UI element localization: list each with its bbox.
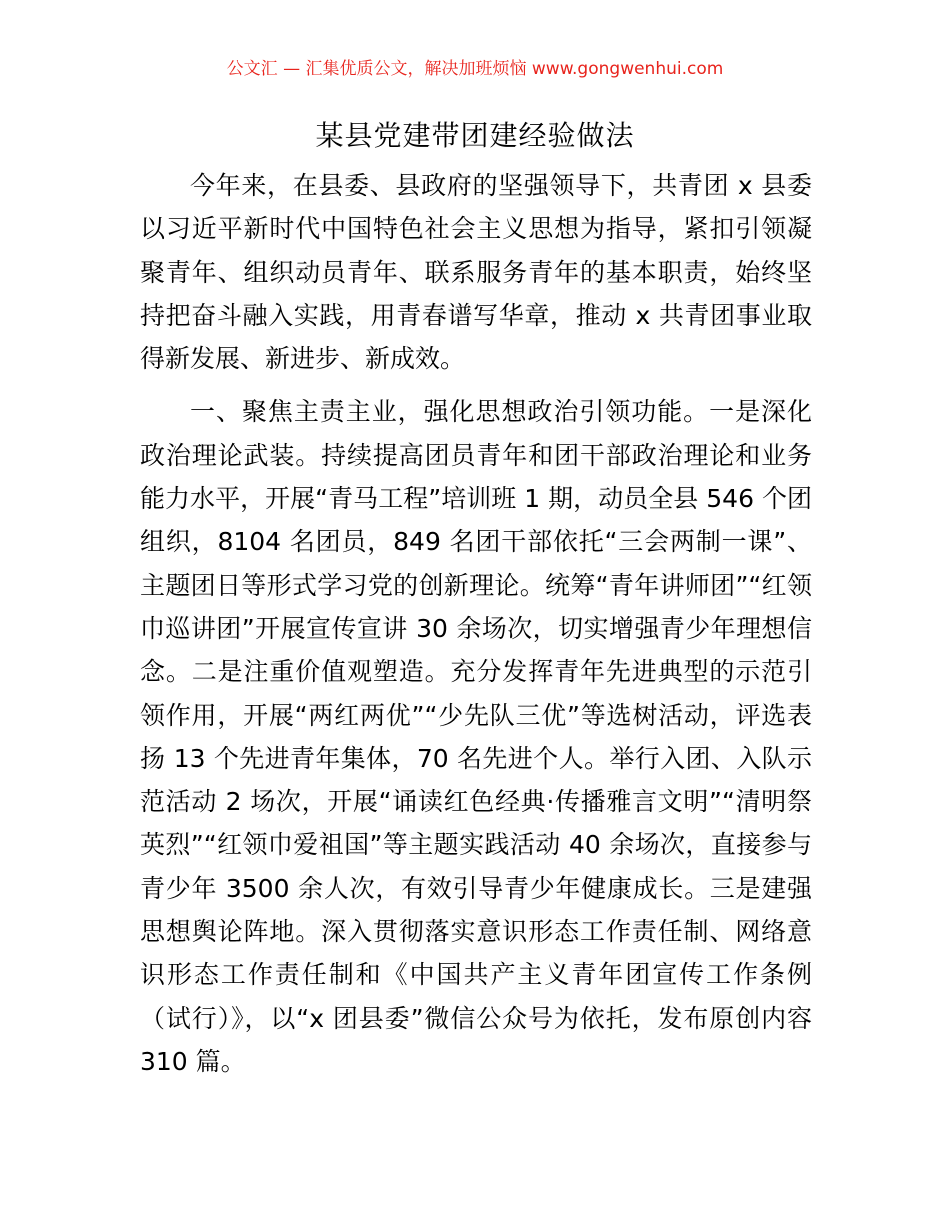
document-title: 某县党建带团建经验做法 xyxy=(315,119,635,152)
paragraph-intro: 今年来，在县委、县政府的坚强领导下，共青团 x 县委以习近平新时代中国特色社会主义思想为指导，紧扣引领凝聚青年、组织动员青年、联系服务青年的基本职责，始终坚持把奋斗融入实践，用青春谱写华章，推动 x 共青团事业取得新发展、新进步、新成效。 xyxy=(140,171,812,374)
site-header-banner: 公文汇 — 汇集优质公文，解决加班烦恼 www.gongwenhui.com xyxy=(226,59,724,79)
document-body xyxy=(140,164,812,1083)
paragraph-section-one: 一、聚焦主责主业，强化思想政治引领功能。一是深化政治理论武装。持续提高团员青年和团干部政治理论和业务能力水平，开展“青马工程”培训班 1 期，动员全县 546 个团组织，8104 名团员，849 名团干部依托“三会两制一课”、主题团日等形式学习党的创新理论。统筹“青年讲师团”“红领巾巡讲团”开展宣传宣讲 30 余场次，切实增强青少年理想信念。二是注重价值观塑造。充分发挥青年先进典型的示范引领作用，开展“两红两优”“少先队三优”等选树活动，评选表扬 13 个先进青年集体，70 名先进个人。举行入团、入队示范活动 2 场次，开展“诵读红色经典·传播雅言文明”“清明祭英烈”“红领巾爱祖国”等主题实践活动 40 余场次，直接参与青少年 3500 余人次，有效引导青少年健康成长。三是建强思想舆论阵地。深入贯彻落实意识形态工作责任制、网络意识形态工作责任制和《中国共产主义青年团宣传工作条例（试行）》，以“x 团县委”微信公众号为依托，发布原创内容 310 篇。 xyxy=(140,397,812,1076)
